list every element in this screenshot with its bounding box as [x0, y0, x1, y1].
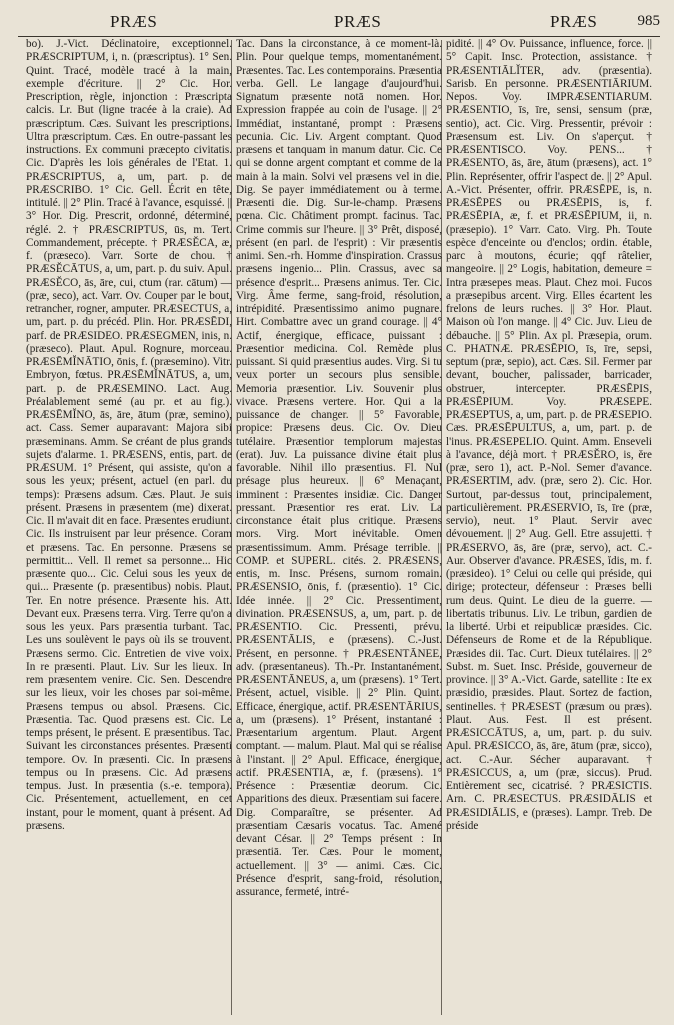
text-column-1: [26, 38, 232, 1018]
running-header: [18, 10, 660, 37]
column-2-text: Tac. Dans la circonstance, à ce moment-là. Plin. Pour quelque temps, momentanément. Præsentes. Tac. Les contemporains. Præsentia verba. Gell. Le langage d'aujourd'hui. Signatum præsente notā nomen. Hor. Expression frappée au coin de l'usage. || 2° Immédiat, instantané, prompt : Præsens pecunia. Cic. Liv. Argent comptant. Quod præsens et tanquam in manum datur. Cic. Ce qui se donne argent comptant et comme de la main à la main. Solvi vel præsens vel in die. Dig. Se payer immédiatement ou à terme. Præsenti die. Dig. Sur-le-champ. Præsens pœna. Cic. Châtiment prompt. facinus. Tac. Crime commis sur l'heure. || 3° Prêt, disposé, présent (en parl. de l'esprit) : Vir præsentis animi. Sen.-rh. Homme d'inspiration. Crassus præsens ingenio... Plin. Crassus, avec sa présence d'esprit... Præsens animus. Ter. Cic. Virg. Âme ferme, sang-froid, résolution, intrépidité. Præsentissimo animo pugnare. Hirt. Combattre avec un grand courage. || 4° Actif, énergique, efficace, puissant : Præsentior medicina. Col. Remède plus puissant. Si quid præsentius audes. Virg. Si tu veux porter un secours plus sensible. Memoria præsentior. Liv. Souvenir plus vivace. Præsens vertere. Hor. Qui a la puissance de changer. || 5° Favorable, propice: Præsens deus. Cic. Ov. Dieu tutélaire. Præsentior templorum majestas (erat). Juv. La puissance divine était plus favorable. Nihil illo præsentius. Fl. Nul présage plus heureux. || 6° Menaçant, imminent : Præsentes insidiæ. Cic. Danger pressant. Præsentior res erat. Liv. La circonstance était plus critique. Præsens mors. Virg. Mort inévitable. Omen præsentissimum. Amm. Présage terrible. || COMP. et SUPERL. cités. 2. PRÆSENS, entis, m. Insc. Présens, surnom romain. PRÆSENSIO, ōnis, f. (præsentio). 1° Cic. Idée innée. || 2° Cic. Pressentiment, divination. PRÆSENSUS, a, um, part. p. de PRÆSENTIO. Cic. Pressenti, prévu. PRÆSENTĀLIS, e (præsens). C.-Just. Présent, en personne. † PRÆSENTĀNEE, adv. (præsentaneus). Th.-Pr. Instantanément. PRÆSENTĀNEUS, a, um (præsens). 1° Tert. Présent, actuel, visible. || 2° Plin. Quint. Efficace, énergique, actif. PRÆSENTĀRIUS, a, um (præsens). 1° Présent, instantané : Præsentarium argentum. Plaut. Argent comptant. — malum. Plaut. Mal qui se réalise à l'instant. || 2° Apul. Efficace, énergique, actif. PRÆSENTIA, æ, f. (præsens). 1° Présence : Præsentiæ deorum. Cic. Apparitions des dieux. Præsentiam sui facere. Dig. Comparaître, se présenter. Ad præsentiam Cæsaris vocatus. Tac. Amené devant César. || 2° Temps présent : In præsentiā. Ter. Cæs. Pour le moment, actuellement. || 3° — animi. Cæs. Cic. Présence d'esprit, sang-froid, résolution, assurance, fermeté, intré-: [236, 38, 442, 898]
header-guideword-left: PRÆS: [110, 12, 158, 31]
text-column-2: [236, 38, 442, 1018]
column-1-text: bo). J.-Vict. Déclinatoire, exceptionnel. PRÆSCRIPTUM, i, n. (præscriptus). 1° Sen. Quint. Tracé, modèle tracé à la main, exemple d'écriture. || 2° Cic. Hor. Prescription, règle, injonction : Præscripta calcis. Lr. But (ligne tracée à la craie). Ad præscriptum. Cæs. Suivant les prescriptions. Ultra præscriptum. Cæs. En outre-passant les instructions. Ex communi præcepto civitatis. Cic. D'après les lois générales de l'Etat. 1. PRÆSCRIPTUS, a, um, part. p. de PRÆSCRIBO. 1° Cic. Gell. Écrit en tête, intitulé. || 2° Plin. Tracé à l'avance, esquissé. || 3° Hor. Dig. Prescrit, ordonné, déterminé, réglé. 2. † PRÆSCRIPTUS, ūs, m. Tert. Commandement, précepte. † PRÆSĔCA, æ, f. (præseco). Varr. Sorte de chou. † PRÆSĔCĀTUS, a, um, part. p. du suiv. Apul. PRÆSĔCO, ās, āre, cui, ctum (rar. cātum) — (præ, seco), act. Varr. Ov. Couper par le bout, retrancher, rogner, amputer. PRÆSECTUS, a, um, part. p. du précéd. Plin. Hor. PRÆSĒDI, parf. de PRÆSIDEO. PRÆSEGMEN, inis, n. (præseco). Plaut. Apul. Rognure, morceau. PRÆSĒMĬNĀTIO, ōnis, f. (præsemino). Vitr. Embryon, fœtus. PRÆSĒMĬNĀTUS, a, um, part. p. de PRÆSEMINO. Lact. Aug. Préalablement semé (au pr. et au fig.). PRÆSĒMĬNO, ās, āre, ātum (præ, semino), act. Cass. Semer auparavant: Majora sibi præseminans. Amm. Se créant de plus grands sujets d'alarme. 1. PRÆSENS, entis, part. de PRÆSUM. 1° Présent, qui assiste, qu'on a sous les yeux; présent, actuel (en parl. du temps): Præsens adsum. Cæs. Plaut. Je suis présent. Præsens in præsentem (me) dixerat. Cic. Il m'avait dit en face. Præsentes erudiunt. Cic. Ils instruisent par leur présence. Coram et præsens. Tac. En personne. Præsens se permittit... Vell. Il remet sa personne... Hic præsente quo... Cic. Celui sous les yeux de qui... Præsente (p. præsentibus) nobis. Plaut. Ter. En notre présence. Præsente his. Att. Devant eux. Præsens terra. Virg. Terre qu'on a sous les yeux. Pars præsentia turbant. Tac. Les uns soulèvent le pays où ils se trouvent. Præsens sermo. Cic. Entretien de vive voix. In re præsenti. Plaut. Liv. Sur les lieux. In rem præsentem venire. Cic. Sen. Descendre sur les lieux, voir les choses par soi-même. Præsens tempus ou absol. Præsens. Cic. Præsentia. Tac. Quod præsens est. Cic. Le temps présent, le présent. E præsentibus. Tac. Suivant les circonstances présentes. Præsenti tempore. Ov. In præsenti. Cic. In præsens tempus ou In præsens. Cic. Ad præsens tempus. Just. In præsentia (s.-e. tempora). Cic. Présentement, actuellement, en cet instant, pour le moment, quant à présent. Ad præsens.: [26, 38, 232, 832]
text-column-3: [446, 38, 652, 1018]
page-number: 985: [637, 13, 660, 29]
column-3-text: pidité. || 4° Ov. Puissance, influence, force. || 5° Capit. Insc. Protection, assistance. † PRÆSENTIĀLĬTER, adv. (præsentia). Sarisb. En personne. PRÆSENTIĀRIUM. Nepos. Voy. IMPRÆSENTIARUM. PRÆSENTIO, īs, īre, sensi, sensum (præ, sentio), act. Cic. Virg. Pressentir, prévoir : Præsensum est. Liv. On s'aperçut. † PRÆSENTISCO. Voy. PENS... † PRÆSENTO, ās, āre, ātum (præsens), act. 1° Plin. Représenter, offrir l'aspect de. || 2° Apul. A.-Vict. Présenter, offrir. PRÆSĒPE, is, n. PRÆSĒPES ou PRÆSĒPIS, is, f. PRÆSĒPIA, æ, f. et PRÆSĒPIUM, ii, n. (præsepio). 1° Varr. Cato. Virg. Ph. Toute espèce d'enceinte ou d'enclos; ordin. étable, parc à moutons, écurie; qqf râtelier, mangeoire. || 2° Logis, habitation, demeure = Intra præsepes meas. Plaut. Chez moi. Fucos a præsepibus arcent. Virg. Elles écartent les frelons de leurs ruches. || 3° Hor. Plaut. Maison où l'on mange. || 4° Cic. Juv. Lieu de débauche. || 5° Plin. Ax pl. Præsepia, orum. C. PHATNÆ. PRÆSĒPIO, īs, īre, sepsi, septum (præ, sepio), act. Cæs. Sil. Fermer par devant, boucher, palissader, barricader, obstruer, intercepter. PRÆSĒPIS, PRÆSĒPIUM. Voy. PRÆSEPE. PRÆSEPTUS, a, um, part. p. de PRÆSEPIO. Cæs. PRÆSĒPULTUS, a, um, part. p. de l'inus. PRÆSEPELIO. Quint. Amm. Enseveli à l'avance, déjà mort. † PRÆSĔRO, is, ĕre (præ, sero 1), act. P.-Nol. Semer d'avance. PRÆSERTIM, adv. (præ, sero 2). Cic. Hor. Surtout, par-dessus tout, principalement, particulièrement. PRÆSERVIO, īs, īre (præ, servio), neut. 1° Plaut. Servir avec dévouement. || 2° Aug. Gell. Etre assujetti. † PRÆSERVO, ās, āre (præ, servo), act. C.-Aur. Observer d'avance. PRÆSES, ĭdis, m. f. (præsideo). 1° Celui ou celle qui préside, qui dirige; protecteur, défenseur : Præses belli rum deus. Quint. Le dieu de la guerre. — libertatis tribunus. Liv. Le tribun, gardien de la liberté. Urbi et reipublicæ præsides. Cic. Défenseurs de Rome et de la République. Præsides dii. Tac. Curt. Dieux tutélaires. || 2° Subst. m. Suet. Insc. Préside, gouverneur de province. || 3° A.-Vict. Garde, satellite : Ite ex præsidio, præsides. Plaut. Sortez de faction, sentinelles. † PRÆSEST (præsum ou præs). Plaut. Aus. Fest. Il est présent. PRÆSICCĀTUS, a, um, part. p. du suiv. Apul. PRÆSICCO, ās, āre, ātum (præ, sicco), act. C.-Aur. Sécher auparavant. † PRÆSICCUS, a, um (præ, siccus). Prud. Entièrement sec, cicatrisé. ? PRÆSICTIS. Arn. C. PRÆSECTUS. PRÆSIDĀLIS et PRÆSIDIĀLIS, e (præses). Lampr. Treb. De préside: [446, 38, 652, 832]
header-guideword-center: PRÆS: [334, 12, 382, 31]
header-guideword-right: PRÆS: [550, 12, 598, 31]
